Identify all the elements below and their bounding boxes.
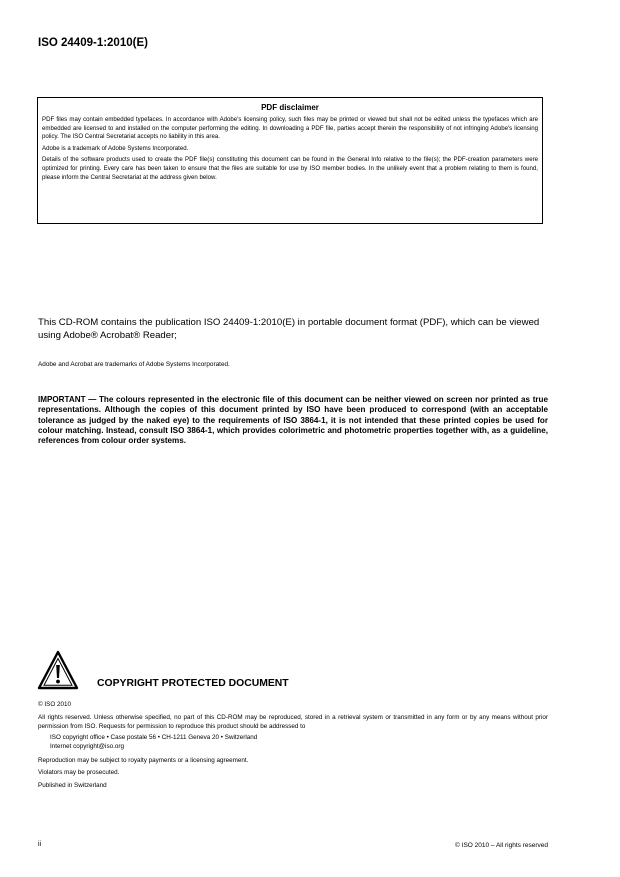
disclaimer-paragraph: Adobe is a trademark of Adobe Systems Incorporated. — [42, 144, 189, 152]
disclaimer-title: PDF disclaimer — [261, 103, 319, 112]
published-note: Published in Switzerland — [38, 782, 107, 790]
page-number: ii — [38, 841, 42, 848]
adobe-trademark-note: Adobe and Acrobat are trademarks of Adobe Systems Incorporated. — [38, 361, 230, 368]
iso-email: Internet copyright@iso.org — [50, 743, 124, 751]
document-id: ISO 24409-1:2010(E) — [38, 37, 148, 49]
important-colour-notice: IMPORTANT — The colours represented in the electronic file of this document can be neither viewed on screen nor printed as true representations. Although the copies of this document printed by ISO have been produced to correspond (with an acceptable tolerance as judged by the naked eye) to the requirements of ISO 3864-1, it is not intended that these printed copies be used for colour matching. Instead, consult ISO 3864-1, which provides colorimetric and photometric properties together with, as a guideline, references from colour order systems. — [38, 395, 548, 446]
violators-note: Violators may be prosecuted. — [38, 769, 120, 777]
iso-address: ISO copyright office • Case postale 56 • CH-1211 Geneva 20 • Switzerland — [50, 734, 258, 742]
disclaimer-paragraph: PDF files may contain embedded typefaces. In accordance with Adobe's licensing policy, such files may be printed or viewed but shall not be edited unless the typefaces which are embedded are licensed to and installed on the computer performing the editing. In downloading a PDF file, parties accept therein the responsibility of not infringing Adobe's licensing policy. The ISO Central Secretariat accepts no liability in this area. — [42, 116, 538, 141]
footer-rights: © ISO 2010 – All rights reserved — [455, 842, 548, 849]
warning-triangle-icon — [37, 650, 79, 690]
rights-statement: All rights reserved. Unless otherwise specified, no part of this CD-ROM may be reproduced, stored in a retrieval system or transmitted in any form or by any means without prior permission from ISO. Requests for permission to reproduce this product should be addressed to — [38, 713, 548, 730]
copyright-title: COPYRIGHT PROTECTED DOCUMENT — [97, 678, 289, 689]
disclaimer-paragraph: Details of the software products used to create the PDF file(s) constituting this document can be found in the General Info relative to the file(s); the PDF-creation parameters were optimized for printing. Every care has been taken to ensure that the files are suitable for use by ISO member bodies. In the unlikely event that a problem relating to them is found, please inform the Central Secretariat at the address given below. — [42, 156, 538, 181]
cd-rom-intro: This CD-ROM contains the publication ISO 24409-1:2010(E) in portable document format (PDF), which can be viewed using Adobe® Acrobat® Reader; — [38, 317, 540, 341]
royalty-note: Reproduction may be subject to royalty payments or a licensing agreement. — [38, 756, 249, 764]
copyright-year: © ISO 2010 — [38, 701, 71, 708]
pdf-disclaimer-box — [37, 97, 543, 224]
copyright-block — [38, 700, 548, 794]
